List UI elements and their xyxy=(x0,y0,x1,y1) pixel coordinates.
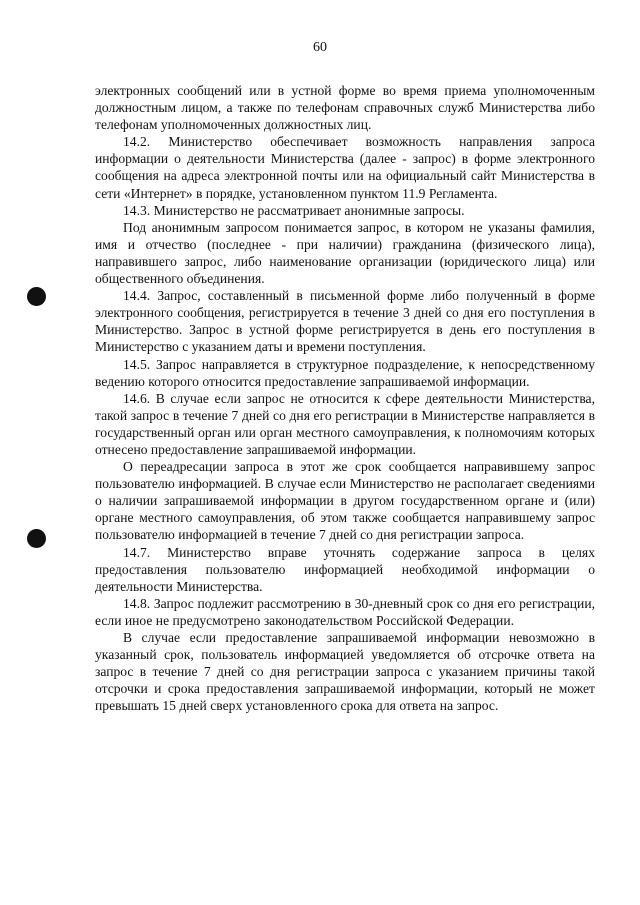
paragraph-anonymous-definition: Под анонимным запросом понимается запрос, в котором не указаны фамилия, имя и отчество (последнее - при наличии) гражданина (физического лица), направившего запрос, либо наименование организации (юридического лица) или общественного объединения. xyxy=(95,219,595,287)
document-body xyxy=(95,82,595,714)
paragraph-14-3: 14.3. Министерство не рассматривает анонимные запросы. xyxy=(123,202,465,218)
paragraph-14-8: 14.8. Запрос подлежит рассмотрению в 30-дневный срок со дня его регистрации, если иное не предусмотрено законодательством Российской Федерации. xyxy=(95,595,595,628)
paragraph-readdressing: О переадресации запроса в этот же срок сообщается направившему запрос пользователю информацией. В случае если Министерство не располагает сведениями о наличии запрашиваемой информации в другом государственном органе и (или) органе местного самоуправления, об этом также сообщается направившему запрос пользователю информацией в течение 7 дней со дня регистрации запроса. xyxy=(95,459,595,543)
page-number: 60 xyxy=(313,40,327,55)
binder-hole-top xyxy=(27,287,46,306)
paragraph-14-5: 14.5. Запрос направляется в структурное подразделение, к непосредственному ведению которого относится предоставление запрашиваемой информации. xyxy=(95,356,595,389)
binder-hole-bottom xyxy=(27,529,46,548)
paragraph-14-6: 14.6. В случае если запрос не относится к сфере деятельности Министерства, такой запрос в течение 7 дней со дня его регистрации в Министерстве направляется в государственный орган или орган местного самоуправления, к полномочиям которых отнесено предоставление запрашиваемой информации. xyxy=(95,390,595,457)
paragraph-continuation: электронных сообщений или в устной форме во время приема уполномоченным должностным лицом, а также по телефонам справочных служб Министерства либо телефонам уполномоченных должностных лиц. xyxy=(95,83,595,133)
paragraph-14-7: 14.7. Министерство вправе уточнять содержание запроса в целях предоставления пользователю информацией необходимой информации о деятельности Министерства. xyxy=(95,544,595,594)
paragraph-14-4: 14.4. Запрос, составленный в письменной форме либо полученный в форме электронного сообщения, регистрируется в течение 3 дней со дня его поступления в Министерство. Запрос в устной форме регистрируется в день его поступления в Министерство с указанием даты и времени поступления. xyxy=(95,288,595,355)
paragraph-14-2: 14.2. Министерство обеспечивает возможность направления запроса информации о деятельности Министерства (далее - запрос) в форме электронного сообщения на адреса электронной почты или на официальный сайт Министерства в сети «Интернет» в порядке, установленном пунктом 11.9 Регламента. xyxy=(95,134,595,201)
paragraph-deferral: В случае если предоставление запрашиваемой информации невозможно в указанный срок, пользователь информацией уведомляется об отсрочке ответа на запрос в течение 7 дней со дня регистрации запроса с указанием причины такой отсрочки и срока предоставления запрашиваемой информации, который не может превышать 15 дней сверх установленного срока для ответа на запрос. xyxy=(95,630,595,714)
